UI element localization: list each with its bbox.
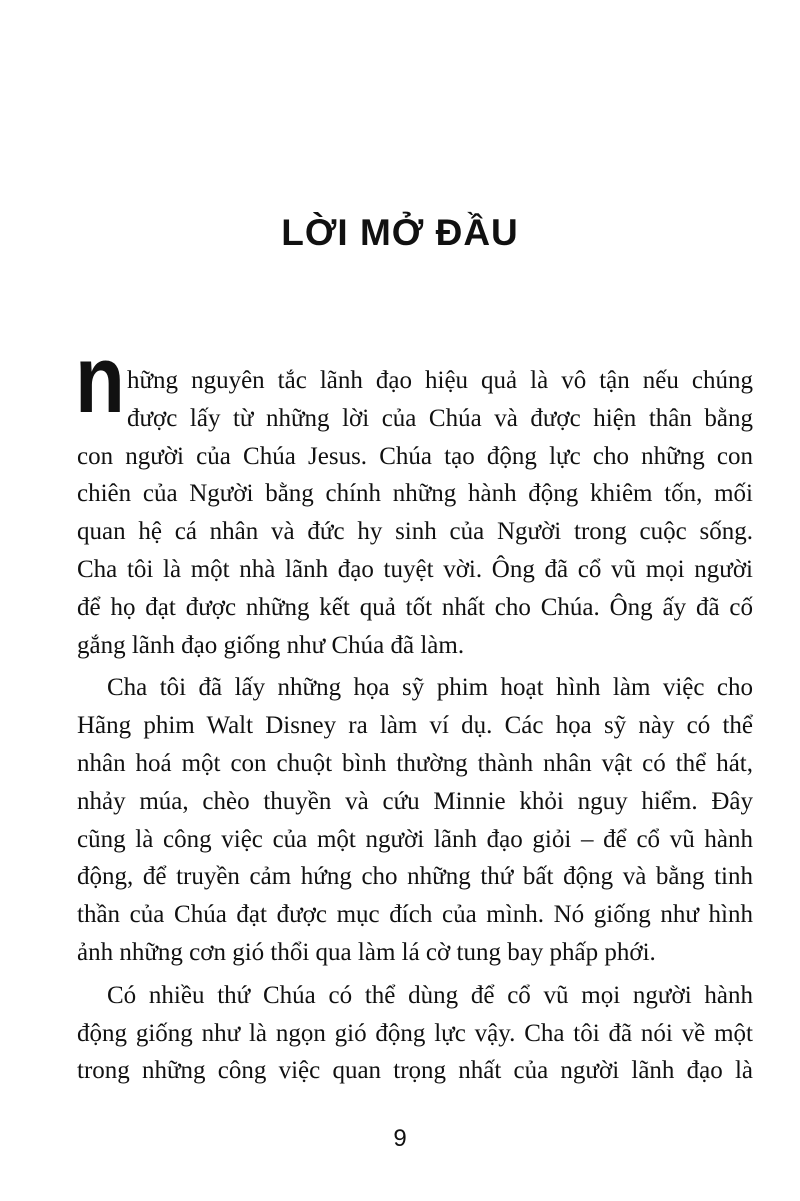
text-line: động giống như là ngọn gió động lực vậy. Cha tôi đã nói về một bbox=[77, 1019, 753, 1047]
drop-cap: n bbox=[75, 326, 125, 433]
page-number: 9 bbox=[393, 1125, 407, 1152]
paragraph-3 bbox=[77, 977, 753, 1090]
text-line: Có nhiều thứ Chúa có thể dùng để cổ vũ mọi người hành bbox=[107, 981, 753, 1009]
text-line: gắng lãnh đạo giống như Chúa đã làm. bbox=[77, 631, 465, 659]
text-line: để họ đạt được những kết quả tốt nhất cho Chúa. Ông ấy đã cố bbox=[77, 593, 753, 621]
text-line: Hãng phim Walt Disney ra làm ví dụ. Các họa sỹ này có thể bbox=[77, 712, 753, 740]
chapter-title: LỜI MỞ ĐẦU bbox=[281, 212, 519, 253]
text-line: con người của Chúa Jesus. Chúa tạo động lực cho những con bbox=[77, 442, 753, 470]
paragraph-1 bbox=[77, 362, 753, 664]
text-line: được lấy từ những lời của Chúa và được hiện thân bằng bbox=[127, 404, 753, 432]
text-line: trong những công việc quan trọng nhất của người lãnh đạo là bbox=[77, 1057, 753, 1085]
text-line: hững nguyên tắc lãnh đạo hiệu quả là vô tận nếu chúng bbox=[127, 367, 753, 394]
text-line: cũng là công việc của một người lãnh đạo giỏi – để cổ vũ hành bbox=[77, 825, 753, 853]
body-text bbox=[75, 326, 753, 1090]
text-line: thần của Chúa đạt được mục đích của mình. Nó giống như hình bbox=[77, 901, 753, 929]
text-line: Cha tôi là một nhà lãnh đạo tuyệt vời. Ông đã cổ vũ mọi người bbox=[77, 555, 753, 583]
paragraph-2 bbox=[77, 669, 753, 971]
text-line: ảnh những cơn gió thổi qua làm lá cờ tung bay phấp phới. bbox=[77, 938, 656, 966]
text-line: chiên của Người bằng chính những hành động khiêm tốn, mối bbox=[77, 480, 753, 508]
text-line: Cha tôi đã lấy những họa sỹ phim hoạt hình làm việc cho bbox=[107, 674, 753, 702]
text-line: quan hệ cá nhân và đức hy sinh của Người trong cuộc sống. bbox=[77, 518, 753, 546]
text-line: nhân hoá một con chuột bình thường thành nhân vật có thể hát, bbox=[77, 749, 753, 777]
text-line: động, để truyền cảm hứng cho những thứ bất động và bằng tinh bbox=[77, 863, 753, 891]
text-line: nhảy múa, chèo thuyền và cứu Minnie khỏi nguy hiểm. Đây bbox=[77, 787, 753, 815]
